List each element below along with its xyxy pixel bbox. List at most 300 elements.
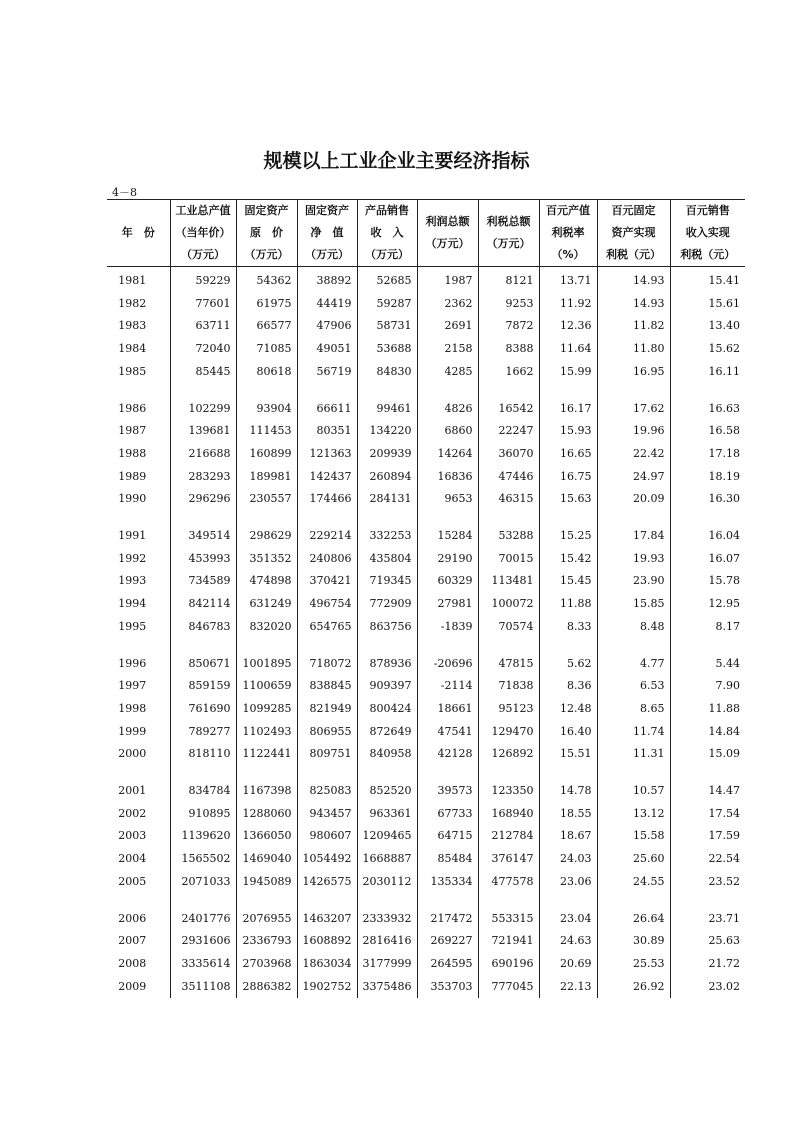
value-cell: 15.62 bbox=[670, 338, 745, 361]
year-cell: 1988 bbox=[118, 446, 147, 460]
value-cell: 85484 bbox=[417, 848, 478, 871]
value-cell: 26.92 bbox=[597, 976, 670, 999]
table-row bbox=[107, 420, 745, 443]
value-cell: 1288060 bbox=[236, 803, 297, 826]
value-cell: 6.53 bbox=[597, 675, 670, 698]
value-cell: 834784 bbox=[170, 780, 236, 803]
value-cell: 349514 bbox=[170, 525, 236, 548]
value-cell: 1209465 bbox=[357, 825, 417, 848]
spacer-cell bbox=[670, 384, 745, 398]
header-line: 百元产值 bbox=[546, 204, 590, 217]
value-cell: 20.69 bbox=[539, 953, 597, 976]
value-cell: 17.54 bbox=[670, 803, 745, 826]
year-cell: 1995 bbox=[118, 619, 147, 633]
column-header bbox=[478, 200, 539, 267]
value-cell: 4.77 bbox=[597, 653, 670, 676]
value-cell: 15.99 bbox=[539, 361, 597, 384]
spacer-cell bbox=[297, 894, 357, 908]
value-cell: 72040 bbox=[170, 338, 236, 361]
value-cell: 8.33 bbox=[539, 616, 597, 639]
year-cell: 2005 bbox=[118, 874, 147, 888]
value-cell: 23.04 bbox=[539, 908, 597, 931]
value-cell: 1100659 bbox=[236, 675, 297, 698]
value-cell: 121363 bbox=[297, 443, 357, 466]
value-cell: 59229 bbox=[170, 267, 236, 293]
spacer-cell bbox=[478, 384, 539, 398]
value-cell: 24.97 bbox=[597, 466, 670, 489]
indicators-table bbox=[107, 199, 745, 998]
spacer-cell bbox=[107, 766, 170, 780]
header-line: 百元销售 bbox=[685, 204, 730, 217]
table-row bbox=[107, 675, 745, 698]
spacer-cell bbox=[670, 511, 745, 525]
value-cell: 168940 bbox=[478, 803, 539, 826]
header-line: （万元） bbox=[486, 237, 531, 250]
value-cell: 9653 bbox=[417, 488, 478, 511]
spacer-cell bbox=[478, 766, 539, 780]
value-cell: 332253 bbox=[357, 525, 417, 548]
value-cell: 7.90 bbox=[670, 675, 745, 698]
value-cell: 1366050 bbox=[236, 825, 297, 848]
value-cell: 47541 bbox=[417, 721, 478, 744]
value-cell: 24.63 bbox=[539, 930, 597, 953]
value-cell: 129470 bbox=[478, 721, 539, 744]
year-cell: 2004 bbox=[118, 852, 147, 866]
value-cell: -1839 bbox=[417, 616, 478, 639]
value-cell: 64715 bbox=[417, 825, 478, 848]
value-cell: 11.92 bbox=[539, 293, 597, 316]
value-cell: 2030112 bbox=[357, 871, 417, 894]
spacer-cell bbox=[597, 511, 670, 525]
value-cell: 1902752 bbox=[297, 976, 357, 999]
table-row bbox=[107, 721, 745, 744]
value-cell: 1608892 bbox=[297, 930, 357, 953]
value-cell: 4285 bbox=[417, 361, 478, 384]
value-cell: 800424 bbox=[357, 698, 417, 721]
year-cell: 2007 bbox=[118, 934, 147, 948]
header-line: （万元） bbox=[244, 248, 289, 261]
value-cell: 47815 bbox=[478, 653, 539, 676]
value-cell: 63711 bbox=[170, 315, 236, 338]
spacer-cell bbox=[417, 766, 478, 780]
value-cell: 16.65 bbox=[539, 443, 597, 466]
value-cell: 240806 bbox=[297, 548, 357, 571]
spacer-cell bbox=[670, 766, 745, 780]
table-row bbox=[107, 488, 745, 511]
value-cell: 12.36 bbox=[539, 315, 597, 338]
value-cell: 806955 bbox=[297, 721, 357, 744]
value-cell: 84830 bbox=[357, 361, 417, 384]
value-cell: 15.41 bbox=[670, 267, 745, 293]
value-cell: 11.88 bbox=[670, 698, 745, 721]
value-cell: 832020 bbox=[236, 616, 297, 639]
value-cell: 284131 bbox=[357, 488, 417, 511]
value-cell: 777045 bbox=[478, 976, 539, 999]
year-cell: 1992 bbox=[118, 551, 147, 565]
value-cell: 298629 bbox=[236, 525, 297, 548]
year-cell: 1998 bbox=[118, 701, 147, 715]
table-row bbox=[107, 908, 745, 931]
value-cell: 553315 bbox=[478, 908, 539, 931]
value-cell: 25.63 bbox=[670, 930, 745, 953]
table-row bbox=[107, 871, 745, 894]
header-line: （万元） bbox=[181, 248, 225, 261]
value-cell: 772909 bbox=[357, 593, 417, 616]
spacer-cell bbox=[297, 639, 357, 653]
value-cell: 67733 bbox=[417, 803, 478, 826]
table-row bbox=[107, 361, 745, 384]
value-cell: 13.40 bbox=[670, 315, 745, 338]
value-cell: 15.25 bbox=[539, 525, 597, 548]
year-cell: 1996 bbox=[118, 656, 147, 670]
group-spacer bbox=[107, 384, 745, 398]
value-cell: 15.58 bbox=[597, 825, 670, 848]
year-cell: 1983 bbox=[118, 319, 147, 333]
value-cell: 453993 bbox=[170, 548, 236, 571]
header-line: 利税率 bbox=[551, 226, 585, 239]
value-cell: 15.51 bbox=[539, 743, 597, 766]
value-cell: 16.30 bbox=[670, 488, 745, 511]
spacer-cell bbox=[357, 384, 417, 398]
spacer-cell bbox=[236, 766, 297, 780]
year-cell: 1999 bbox=[118, 724, 147, 738]
value-cell: 11.80 bbox=[597, 338, 670, 361]
spacer-cell bbox=[417, 639, 478, 653]
header-line: 固定资产 bbox=[305, 204, 349, 217]
year-cell: 2001 bbox=[118, 784, 147, 798]
value-cell: 8.36 bbox=[539, 675, 597, 698]
value-cell: 102299 bbox=[170, 398, 236, 421]
column-header bbox=[170, 200, 236, 267]
value-cell: 15.09 bbox=[670, 743, 745, 766]
value-cell: 376147 bbox=[478, 848, 539, 871]
year-cell: 1989 bbox=[118, 469, 147, 483]
value-cell: 2336793 bbox=[236, 930, 297, 953]
header-line: 利润总额 bbox=[425, 215, 470, 228]
value-cell: 878936 bbox=[357, 653, 417, 676]
value-cell: 910895 bbox=[170, 803, 236, 826]
value-cell: 27981 bbox=[417, 593, 478, 616]
value-cell: 135334 bbox=[417, 871, 478, 894]
value-cell: 789277 bbox=[170, 721, 236, 744]
value-cell: 2703968 bbox=[236, 953, 297, 976]
value-cell: 761690 bbox=[170, 698, 236, 721]
value-cell: 23.02 bbox=[670, 976, 745, 999]
spacer-cell bbox=[236, 511, 297, 525]
table-row bbox=[107, 848, 745, 871]
value-cell: 909397 bbox=[357, 675, 417, 698]
value-cell: 351352 bbox=[236, 548, 297, 571]
year-cell: 1994 bbox=[118, 597, 147, 611]
header-row bbox=[107, 200, 745, 267]
header-line: （%） bbox=[551, 248, 585, 261]
value-cell: 16.04 bbox=[670, 525, 745, 548]
value-cell: 8.65 bbox=[597, 698, 670, 721]
table-body bbox=[107, 267, 745, 999]
table-row bbox=[107, 825, 745, 848]
value-cell: 1668887 bbox=[357, 848, 417, 871]
value-cell: 15.78 bbox=[670, 570, 745, 593]
value-cell: 3375486 bbox=[357, 976, 417, 999]
value-cell: 838845 bbox=[297, 675, 357, 698]
value-cell: 15.63 bbox=[539, 488, 597, 511]
value-cell: 2362 bbox=[417, 293, 478, 316]
value-cell: 49051 bbox=[297, 338, 357, 361]
value-cell: 23.06 bbox=[539, 871, 597, 894]
value-cell: 477578 bbox=[478, 871, 539, 894]
value-cell: 18.67 bbox=[539, 825, 597, 848]
value-cell: 260894 bbox=[357, 466, 417, 489]
year-cell: 1984 bbox=[118, 342, 147, 356]
header-line: （万元） bbox=[305, 248, 349, 261]
value-cell: 36070 bbox=[478, 443, 539, 466]
table-row bbox=[107, 443, 745, 466]
value-cell: 174466 bbox=[297, 488, 357, 511]
spacer-cell bbox=[670, 639, 745, 653]
value-cell: 18.19 bbox=[670, 466, 745, 489]
table-row bbox=[107, 398, 745, 421]
value-cell: 46315 bbox=[478, 488, 539, 511]
value-cell: 5.44 bbox=[670, 653, 745, 676]
spacer-cell bbox=[297, 511, 357, 525]
header-line: 工业总产值 bbox=[175, 204, 231, 217]
value-cell: 80351 bbox=[297, 420, 357, 443]
spacer-cell bbox=[539, 894, 597, 908]
table-row bbox=[107, 653, 745, 676]
value-cell: 209939 bbox=[357, 443, 417, 466]
value-cell: 1102493 bbox=[236, 721, 297, 744]
value-cell: 53288 bbox=[478, 525, 539, 548]
header-line: 利税总额 bbox=[486, 215, 531, 228]
value-cell: 6860 bbox=[417, 420, 478, 443]
spacer-cell bbox=[417, 511, 478, 525]
header-line: 产品销售 bbox=[365, 204, 409, 217]
value-cell: 1054492 bbox=[297, 848, 357, 871]
value-cell: 283293 bbox=[170, 466, 236, 489]
value-cell: 111453 bbox=[236, 420, 297, 443]
value-cell: 3177999 bbox=[357, 953, 417, 976]
value-cell: 13.71 bbox=[539, 267, 597, 293]
table-row bbox=[107, 780, 745, 803]
value-cell: 5.62 bbox=[539, 653, 597, 676]
value-cell: 54362 bbox=[236, 267, 297, 293]
value-cell: 85445 bbox=[170, 361, 236, 384]
value-cell: 8.17 bbox=[670, 616, 745, 639]
table-code: 4－8 bbox=[112, 186, 137, 199]
value-cell: 1469040 bbox=[236, 848, 297, 871]
value-cell: 11.88 bbox=[539, 593, 597, 616]
value-cell: 25.60 bbox=[597, 848, 670, 871]
value-cell: 2691 bbox=[417, 315, 478, 338]
value-cell: 134220 bbox=[357, 420, 417, 443]
value-cell: 2816416 bbox=[357, 930, 417, 953]
table-row bbox=[107, 930, 745, 953]
column-header bbox=[357, 200, 417, 267]
value-cell: 24.55 bbox=[597, 871, 670, 894]
year-cell: 2008 bbox=[118, 956, 147, 970]
value-cell: 17.59 bbox=[670, 825, 745, 848]
spacer-cell bbox=[107, 511, 170, 525]
table-row bbox=[107, 267, 745, 293]
value-cell: 842114 bbox=[170, 593, 236, 616]
value-cell: 71085 bbox=[236, 338, 297, 361]
value-cell: 29190 bbox=[417, 548, 478, 571]
value-cell: 53688 bbox=[357, 338, 417, 361]
value-cell: 1863034 bbox=[297, 953, 357, 976]
value-cell: 95123 bbox=[478, 698, 539, 721]
value-cell: 1122441 bbox=[236, 743, 297, 766]
header-line: 百元固定 bbox=[611, 204, 656, 217]
value-cell: 39573 bbox=[417, 780, 478, 803]
group-spacer bbox=[107, 894, 745, 908]
value-cell: 10.57 bbox=[597, 780, 670, 803]
value-cell: 474898 bbox=[236, 570, 297, 593]
value-cell: 1001895 bbox=[236, 653, 297, 676]
value-cell: 14.93 bbox=[597, 293, 670, 316]
value-cell: 2886382 bbox=[236, 976, 297, 999]
year-cell: 2000 bbox=[118, 747, 147, 761]
table-row bbox=[107, 525, 745, 548]
value-cell: 59287 bbox=[357, 293, 417, 316]
value-cell: 60329 bbox=[417, 570, 478, 593]
year-cell: 2003 bbox=[118, 829, 147, 843]
value-cell: 2333932 bbox=[357, 908, 417, 931]
spacer-cell bbox=[539, 766, 597, 780]
spacer-cell bbox=[357, 766, 417, 780]
year-cell: 2002 bbox=[118, 806, 147, 820]
value-cell: 58731 bbox=[357, 315, 417, 338]
spacer-cell bbox=[597, 766, 670, 780]
value-cell: 1987 bbox=[417, 267, 478, 293]
value-cell: 16836 bbox=[417, 466, 478, 489]
value-cell: 23.71 bbox=[670, 908, 745, 931]
value-cell: 734589 bbox=[170, 570, 236, 593]
table-row bbox=[107, 548, 745, 571]
value-cell: 44419 bbox=[297, 293, 357, 316]
value-cell: 8388 bbox=[478, 338, 539, 361]
value-cell: 15.42 bbox=[539, 548, 597, 571]
group-spacer bbox=[107, 511, 745, 525]
value-cell: 66577 bbox=[236, 315, 297, 338]
value-cell: 123350 bbox=[478, 780, 539, 803]
table-row bbox=[107, 953, 745, 976]
value-cell: 718072 bbox=[297, 653, 357, 676]
value-cell: 22.54 bbox=[670, 848, 745, 871]
year-cell: 1986 bbox=[118, 401, 147, 415]
value-cell: 18.55 bbox=[539, 803, 597, 826]
value-cell: 3511108 bbox=[170, 976, 236, 999]
table-row bbox=[107, 466, 745, 489]
value-cell: 19.93 bbox=[597, 548, 670, 571]
spacer-cell bbox=[539, 639, 597, 653]
spacer-cell bbox=[597, 639, 670, 653]
value-cell: 99461 bbox=[357, 398, 417, 421]
value-cell: 2158 bbox=[417, 338, 478, 361]
value-cell: 22.13 bbox=[539, 976, 597, 999]
value-cell: 70574 bbox=[478, 616, 539, 639]
spacer-cell bbox=[478, 511, 539, 525]
value-cell: -20696 bbox=[417, 653, 478, 676]
spacer-cell bbox=[236, 384, 297, 398]
value-cell: 100072 bbox=[478, 593, 539, 616]
value-cell: 47446 bbox=[478, 466, 539, 489]
spacer-cell bbox=[357, 894, 417, 908]
value-cell: 38892 bbox=[297, 267, 357, 293]
spacer-cell bbox=[170, 384, 236, 398]
value-cell: 21.72 bbox=[670, 953, 745, 976]
value-cell: 963361 bbox=[357, 803, 417, 826]
value-cell: 70015 bbox=[478, 548, 539, 571]
spacer-cell bbox=[236, 894, 297, 908]
value-cell: 142437 bbox=[297, 466, 357, 489]
value-cell: 9253 bbox=[478, 293, 539, 316]
value-cell: 852520 bbox=[357, 780, 417, 803]
value-cell: 809751 bbox=[297, 743, 357, 766]
value-cell: 47906 bbox=[297, 315, 357, 338]
value-cell: 15284 bbox=[417, 525, 478, 548]
spacer-cell bbox=[297, 384, 357, 398]
column-header bbox=[417, 200, 478, 267]
value-cell: 719345 bbox=[357, 570, 417, 593]
value-cell: 496754 bbox=[297, 593, 357, 616]
value-cell: 25.53 bbox=[597, 953, 670, 976]
year-cell: 1991 bbox=[118, 529, 147, 543]
header-line: 收 入 bbox=[370, 226, 404, 239]
value-cell: 11.74 bbox=[597, 721, 670, 744]
value-cell: 1565502 bbox=[170, 848, 236, 871]
value-cell: 1139620 bbox=[170, 825, 236, 848]
value-cell: 859159 bbox=[170, 675, 236, 698]
header-line: 固定资产 bbox=[244, 204, 289, 217]
table-row bbox=[107, 293, 745, 316]
header-line: 原 价 bbox=[250, 226, 283, 239]
value-cell: 80618 bbox=[236, 361, 297, 384]
table-row bbox=[107, 315, 745, 338]
year-cell: 1981 bbox=[118, 274, 147, 287]
spacer-cell bbox=[107, 639, 170, 653]
value-cell: 840958 bbox=[357, 743, 417, 766]
table-row bbox=[107, 698, 745, 721]
year-cell: 1987 bbox=[118, 424, 147, 438]
value-cell: 93904 bbox=[236, 398, 297, 421]
header-year bbox=[107, 200, 170, 267]
column-header bbox=[236, 200, 297, 267]
value-cell: 19.96 bbox=[597, 420, 670, 443]
value-cell: 212784 bbox=[478, 825, 539, 848]
value-cell: 17.84 bbox=[597, 525, 670, 548]
value-cell: 353703 bbox=[417, 976, 478, 999]
header-line: 资产实现 bbox=[611, 226, 656, 239]
table-row bbox=[107, 338, 745, 361]
value-cell: 13.12 bbox=[597, 803, 670, 826]
value-cell: 23.90 bbox=[597, 570, 670, 593]
year-cell: 1985 bbox=[118, 364, 147, 378]
spacer-cell bbox=[597, 384, 670, 398]
value-cell: 216688 bbox=[170, 443, 236, 466]
year-cell: 2006 bbox=[118, 911, 147, 925]
value-cell: 113481 bbox=[478, 570, 539, 593]
year-cell: 1997 bbox=[118, 679, 147, 693]
value-cell: 15.85 bbox=[597, 593, 670, 616]
spacer-cell bbox=[170, 511, 236, 525]
group-spacer bbox=[107, 639, 745, 653]
spacer-cell bbox=[297, 766, 357, 780]
value-cell: 22247 bbox=[478, 420, 539, 443]
column-header bbox=[297, 200, 357, 267]
value-cell: 17.62 bbox=[597, 398, 670, 421]
value-cell: 1099285 bbox=[236, 698, 297, 721]
value-cell: 16.63 bbox=[670, 398, 745, 421]
